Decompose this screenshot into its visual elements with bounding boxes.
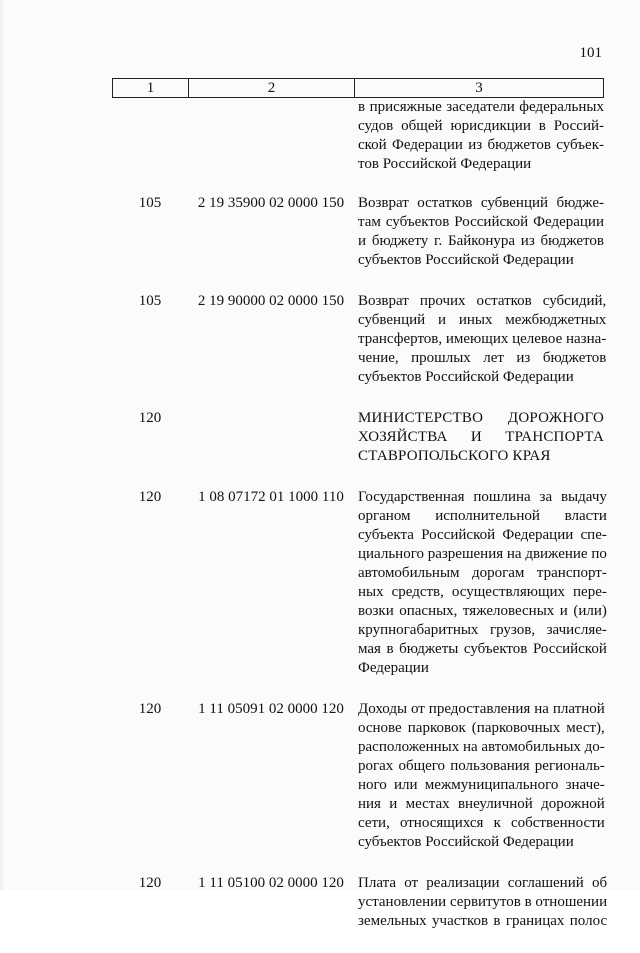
description-cell <box>354 874 607 931</box>
table-row <box>112 874 608 931</box>
description-line: расположенных на автомобильных до- <box>358 739 605 755</box>
description-line: судов общей юрисдикции в Россий- <box>358 118 604 134</box>
description-line: земельных участков в границах полос <box>358 913 608 929</box>
description-line: субъектов Российской Федерации <box>358 369 574 385</box>
description-cell <box>354 488 607 678</box>
description-line: сети, относящихся к собственности <box>358 815 605 831</box>
table-row <box>112 488 607 678</box>
description-line: ния и местах внеуличной дорожной <box>358 796 605 812</box>
budget-code-cell: 1 11 05091 02 0000 120 <box>198 701 344 717</box>
description-line: субвенций и иных межбюджетных <box>358 312 607 328</box>
header-column-3: 3 <box>475 80 483 96</box>
admin-code-cell: 120 <box>138 701 162 717</box>
admin-code-cell: 120 <box>138 489 162 505</box>
description-line: чение, прошлых лет из бюджетов <box>358 350 607 366</box>
description-line: Доходы от предоставления на платной <box>358 701 605 717</box>
budget-code-cell: 1 11 05100 02 0000 120 <box>198 875 344 891</box>
description-line: рогах общего пользования региональ- <box>358 758 605 774</box>
description-line: субъектов Российской Федерации <box>358 252 574 268</box>
description-line: Плата от реализации соглашений об <box>358 875 608 891</box>
description-line: возки опасных, тяжеловесных и (или) <box>358 603 607 619</box>
admin-code-cell: 105 <box>138 293 162 309</box>
table-header-row <box>112 78 604 98</box>
scan-edge-shadow <box>0 0 4 890</box>
description-cell <box>354 292 606 387</box>
description-line: ных средств, осуществляющих пере- <box>358 584 607 600</box>
description-line: Государственная пошлина за выдачу <box>358 489 607 505</box>
description-line: ской Федерации из бюджетов субъек- <box>358 137 604 153</box>
description-line: субъектов Российской Федерации <box>358 834 574 850</box>
admin-code-cell: 120 <box>138 875 162 891</box>
table-row-ministry-heading <box>112 409 604 466</box>
table-row <box>112 292 607 387</box>
ministry-name-line: СТАВРОПОЛЬСКОГО КРАЯ <box>358 448 551 464</box>
header-column-2: 2 <box>189 79 355 97</box>
description-line: субъекта Российской Федерации спе- <box>358 527 607 543</box>
ministry-name-line: МИНИСТЕРСТВО ДОРОЖНОГО <box>358 410 604 426</box>
description-cell <box>354 194 604 270</box>
description-line: ного или межмуниципального значе- <box>358 777 605 793</box>
description-line: циального разрешения на движение по <box>358 546 607 562</box>
table-row <box>112 700 604 852</box>
description-line: органом исполнительной власти <box>358 508 607 524</box>
description-cell <box>354 700 605 852</box>
description-cell <box>354 98 604 174</box>
description-line: крупногабаритных грузов, зачисляе- <box>358 622 607 638</box>
budget-code-cell: 2 19 35900 02 0000 150 <box>197 195 345 211</box>
description-line: тов Российской Федерации <box>358 156 532 172</box>
ministry-name-cell <box>354 409 604 466</box>
page-number: 101 <box>579 45 602 61</box>
description-line: и бюджету г. Байконура из бюджетов <box>358 233 604 249</box>
budget-code-cell: 1 08 07172 01 1000 110 <box>198 489 344 505</box>
admin-code-cell: 105 <box>138 195 162 211</box>
budget-code-cell: 2 19 90000 02 0000 150 <box>197 293 345 309</box>
description-line: автомобильным дорогам транспорт- <box>358 565 607 581</box>
description-line: там субъектов Российской Федерации <box>358 214 604 230</box>
table-body <box>112 98 608 953</box>
header-column-1: 1 <box>113 79 189 97</box>
description-line: основе парковок (парковочных мест), <box>358 720 605 736</box>
table-row <box>112 194 604 270</box>
description-line: Возврат прочих остатков субсидий, <box>358 293 607 309</box>
description-line: в присяжные заседатели федеральных <box>358 99 604 115</box>
description-line: установлении сервитутов в отношении <box>358 894 608 910</box>
description-line: Возврат остатков субвенций бюдже- <box>358 195 604 211</box>
description-line: трансфертов, имеющих целевое назна- <box>358 331 607 347</box>
ministry-name-line: ХОЗЯЙСТВА И ТРАНСПОРТА <box>358 429 604 445</box>
admin-code-cell: 120 <box>138 410 162 426</box>
description-line: мая в бюджеты субъектов Российской <box>358 641 607 657</box>
description-line: Федерации <box>358 660 429 676</box>
table-row <box>112 98 604 174</box>
